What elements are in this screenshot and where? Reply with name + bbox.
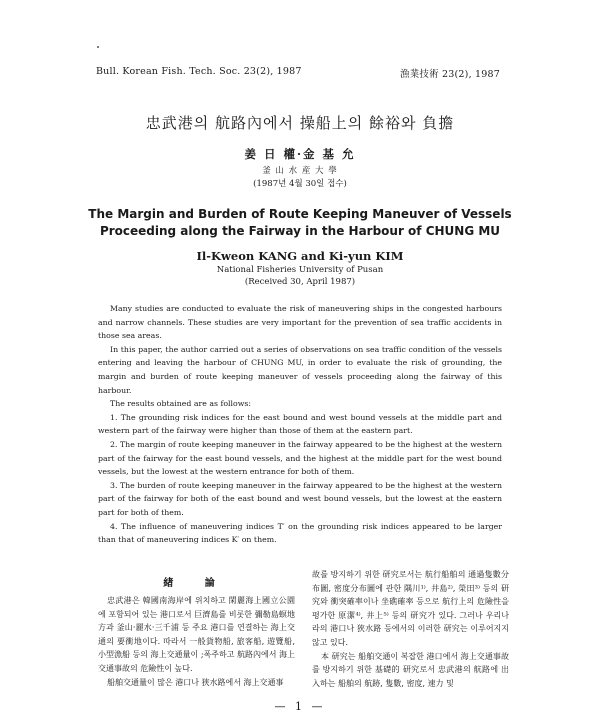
- korean-title: 忠武港의 航路內에서 操船上의 餘裕와 負擔: [145, 114, 455, 132]
- abstract-paragraph: Many studies are conducted to evaluate the risk of maneuvering ships in the congested harbours and narrow channels. These studies are very important for the prevention of sea traffic accidents in those sea areas.: [98, 304, 502, 341]
- english-authors: Il-Kweon KANG and Ki-yun KIM: [196, 249, 404, 263]
- page-number: — 1 —: [274, 700, 326, 713]
- abstract-paragraph: In this paper, the author carried out a series of observations on sea traffic condition of the vessels entering and leaving the harbour of CHUNG MU, in order to evaluate the risk of grounding, the margin and burden of route keeping maneuver of vessels proceeding along the fairway of this harbour.: [98, 344, 502, 395]
- body-column-right: [312, 568, 509, 690]
- body-paragraph: 本 研究는 船舶交通이 복잡한 港口에서 海上交通事故를 방지하기 위한 基礎的 研究로서 忠武港의 航路에 出入하는 船舶의 航跡, 隻數, 密度, 速力 및: [312, 651, 509, 688]
- body-column-left: [98, 594, 295, 689]
- result-item: 3. The burden of route keeping maneuver in the fairway appeared to be the highest at the western part of the fairway for both of the east bound and west bound vessels, but the lowest at the eastern part for both of them.: [98, 480, 502, 517]
- abstract: [98, 302, 502, 547]
- english-title: [0, 206, 600, 240]
- scan-speck: [97, 46, 99, 48]
- body-paragraph: 忠武港은 韓國南海岸에 위치하고 閑麗海上國立公園에 포함되어 있는 港口로서 巨濟島를 비롯한 彌勒島螟地方과 釜山·麗水·三千浦 등 주요 港口를 연결하는 海上交通의 要衝地이다. 따라서 一般貨物船, 旅客船, 遊覽船, 小型漁船 등의 海上交通量이 ;폭주하고 航路內에서 海上交通事故의 危險性이 높다.: [98, 596, 295, 673]
- result-item: 2. The margin of route keeping maneuver in the fairway appeared to be the highest at the western part of the fairway for the east bound vessels, and the highest at the middle part for the west bound vessels, but the lowest at the western entrance for both of them.: [98, 439, 502, 477]
- english-affiliation: National Fisheries University of Pusan: [216, 265, 384, 275]
- journal-citation-korean: 漁業技術 23(2), 1987: [400, 69, 500, 80]
- result-item: 4. The influence of maneuvering indices T′ on the grounding risk indices appeared to be larger than that of maneuvering indices K′ on them.: [98, 521, 502, 545]
- english-title-line2: Proceeding along the Fairway in the Harbour of CHUNG MU: [99, 224, 501, 238]
- section-heading-introduction: 緖 論: [163, 578, 229, 589]
- abstract-paragraph: The results obtained are as follows:: [110, 399, 252, 409]
- body-paragraph: 船舶交通量이 많은 港口나 狹水路에서 海上交通事: [107, 677, 284, 687]
- english-title-line1: The Margin and Burden of Route Keeping Maneuver of Vessels: [88, 207, 512, 221]
- english-received-date: (Received 30, April 1987): [244, 277, 356, 287]
- korean-authors: 姜 日 權·金 基 允: [244, 147, 356, 161]
- journal-citation: Bull. Korean Fish. Tech. Soc. 23(2), 1987: [96, 66, 302, 77]
- korean-received-date: (1987년 4월 30일 접수): [253, 179, 347, 189]
- result-item: 1. The grounding risk indices for the east bound and west bound vessels at the middle part and western part of the fairway were higher than those of them at the eastern part.: [98, 412, 502, 436]
- body-paragraph: 故를 방지하기 위한 研究로서는 航行船舶의 通過隻數分布圖, 密度分布圖에 관한 隅川¹⁾, 井島²⁾, 榮田³⁾ 등의 研究와 衝突確率이나 坐礁確率 등으로 航行上의 危險性을 평가한 原潔⁴⁾, 井上⁵⁾ 등의 研究가 있다. 그러나 우리나라의 港口나 狹水路 등에서의 이러한 研究는 이루어지지 않고 있다.: [312, 570, 509, 647]
- korean-affiliation: 釜 山 水 産 大 學: [262, 166, 338, 176]
